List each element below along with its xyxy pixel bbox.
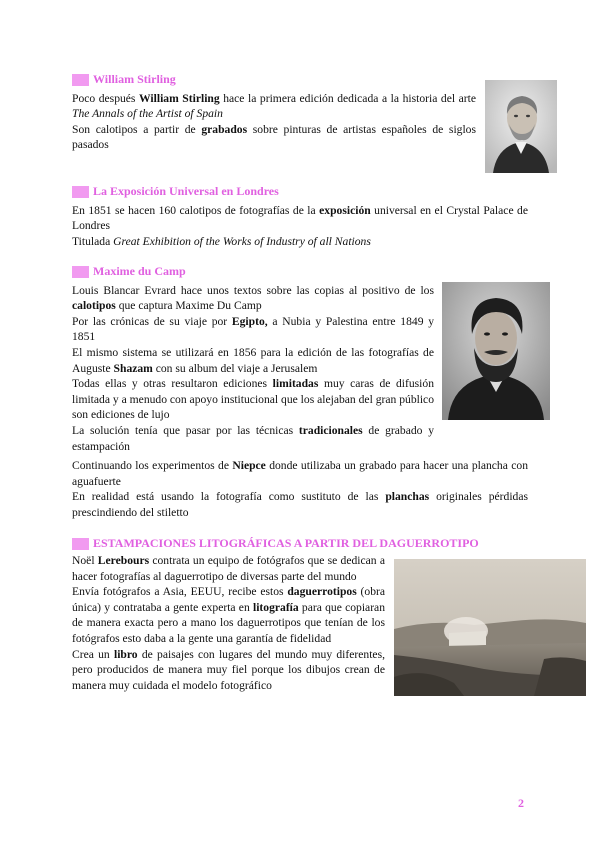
section-heading — [72, 184, 528, 200]
paragraph: Son calotipos a partir de grabados sobre pinturas de artistas españoles de siglos pasados — [72, 122, 476, 152]
portrait-william-stirling — [485, 80, 557, 173]
section-heading — [72, 72, 476, 88]
heading-text: ESTAMPACIONES LITOGRÁFICAS A PARTIR DEL DAGUERROTIPO — [93, 536, 479, 550]
paragraph: Noël Lerebours contrata un equipo de fotógrafos que se dedican a hacer fotografías al daguerrotipo de diversas parte del mundo — [72, 554, 385, 583]
section-heading — [72, 536, 532, 552]
portrait-maxime-du-camp — [442, 282, 550, 420]
paragraph: Continuando los experimentos de Niepce donde utilizaba un grabado para hacer una plancha con aguafuerte — [72, 459, 528, 488]
section-exposicion-universal — [72, 184, 528, 249]
daguerreotype-landscape-niagara — [394, 559, 586, 696]
heading-text: William Stirling — [93, 72, 176, 86]
section-william-stirling — [72, 72, 476, 153]
section-estampaciones-body — [72, 553, 385, 693]
heading-marker — [72, 74, 89, 86]
heading-marker — [72, 266, 89, 278]
heading-text: La Exposición Universal en Londres — [93, 184, 279, 198]
paragraph: Crea un libro de paisajes con lugares del mundo muy diferentes, pero producidos de manera muy fiel porque los dibujos crean de manera muy cuidada el modelo fotográfico — [72, 647, 385, 692]
heading-marker — [72, 186, 89, 198]
paragraph: La solución tenía que pasar por las técnicas tradicionales de grabado y estampación — [72, 423, 434, 453]
paragraph: Por las crónicas de su viaje por Egipto, a Nubia y Palestina entre 1849 y 1851 — [72, 314, 435, 344]
paragraph: Envía fotógrafos a Asia, EEUU, recibe estos daguerrotipos (obra única) y contrataba a gente experta en litografía para que copiaran de manera exacta pero a mano los daguerrotipos que tenían de los fotógrafos esto daba a la gente una garantía de fidelidad — [72, 585, 386, 645]
section-estampaciones — [72, 536, 532, 555]
portrait-image — [442, 282, 550, 420]
section-heading — [72, 264, 434, 280]
paragraph: Titulada Great Exhibition of the Works of Industry of all Nations — [72, 234, 371, 248]
paragraph: Todas ellas y otras resultaron ediciones limitadas muy caras de difusión limitada y a menudo con apoyo institucional que los alejaban del gran público son ediciones de lujo — [72, 377, 434, 422]
paragraph: Louis Blancar Evrard hace unos textos sobre las copias al positivo de los calotipos que captura Maxime Du Camp — [72, 283, 434, 313]
paragraph: En realidad está usando la fotografía como sustituto de las planchas originales pérdidas prescindiendo del stiletto — [72, 490, 528, 519]
section-maxime-du-camp-continued — [72, 458, 528, 520]
page-number: 2 — [518, 796, 524, 810]
paragraph: Poco después William Stirling hace la primera edición dedicada a la historia del arte The Annals of the Artist of Spain — [72, 91, 476, 121]
paragraph: El mismo sistema se utilizará en 1856 para la edición de las fotografías de Auguste Shazam con su album del viaje a Jerusalem — [72, 345, 434, 375]
section-maxime-du-camp — [72, 264, 434, 454]
landscape-image — [394, 559, 586, 696]
heading-marker — [72, 538, 89, 550]
paragraph: En 1851 se hacen 160 calotipos de fotografías de la exposición universal en el Crystal Palace de Londres — [72, 203, 528, 233]
portrait-image — [485, 80, 557, 173]
heading-text: Maxime du Camp — [93, 264, 186, 278]
